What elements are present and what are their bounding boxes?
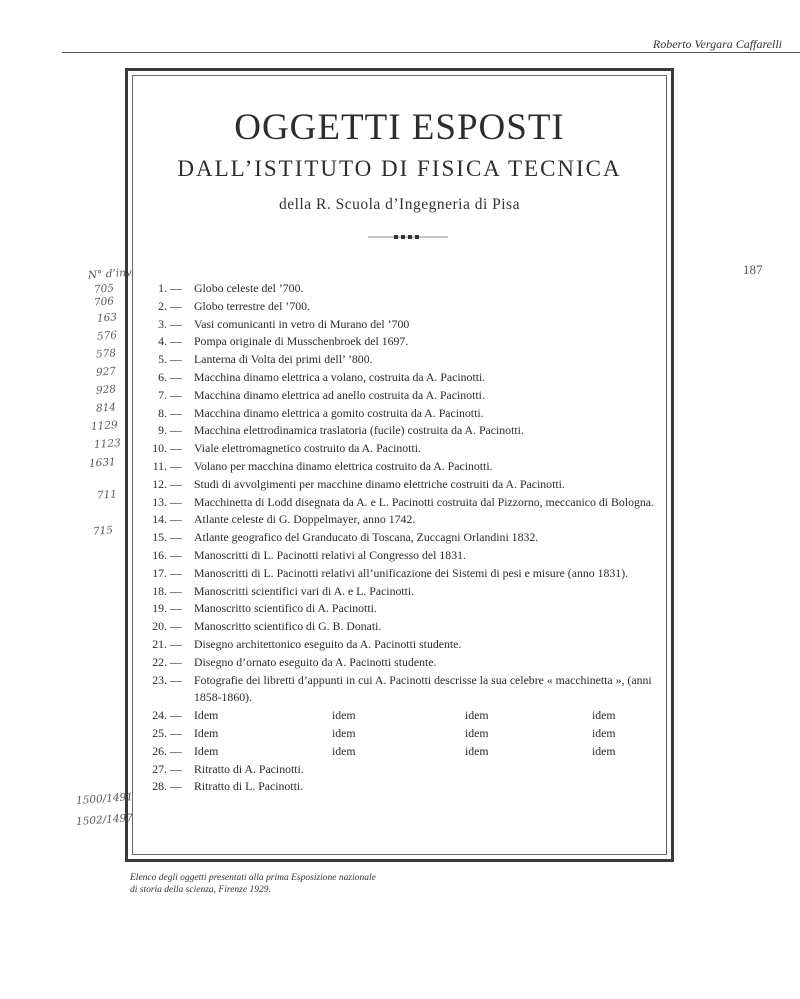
dash: —	[170, 743, 182, 758]
margin-note: 927	[95, 365, 117, 379]
ornament-divider	[368, 234, 448, 240]
dash: —	[170, 298, 182, 313]
dash: —	[170, 547, 182, 562]
item-text: Manoscritti scientifici vari di A. e L. Pacinotti.	[194, 583, 415, 598]
item-column-3: idem	[465, 743, 489, 758]
item-number: 18.	[152, 583, 167, 598]
item-text: Ritratto di L. Pacinotti.	[194, 779, 304, 794]
list-item	[147, 351, 667, 369]
list-item	[147, 511, 667, 529]
item-column-3: idem	[465, 708, 489, 723]
dash: —	[170, 601, 182, 616]
dash: —	[170, 761, 182, 776]
margin-note: 1631	[88, 456, 117, 470]
margin-note: 576	[96, 329, 118, 343]
margin-note: 578	[95, 347, 117, 361]
margin-note: N° d’inv.	[87, 266, 135, 282]
item-number: 22.	[152, 654, 167, 669]
item-number: 14.	[152, 512, 167, 527]
dash: —	[170, 316, 182, 331]
header-rule	[62, 52, 800, 53]
item-number: 21.	[152, 636, 167, 651]
dash: —	[170, 672, 182, 687]
item-text: Manoscritto scientifico di A. Pacinotti.	[194, 601, 377, 616]
dash: —	[170, 636, 182, 651]
margin-note: 928	[95, 383, 117, 397]
item-number: 7.	[158, 387, 167, 402]
margin-note: 1129	[90, 419, 119, 433]
dash: —	[170, 423, 182, 438]
item-number: 10.	[152, 441, 167, 456]
item-text: Idem	[194, 743, 219, 758]
list-item	[147, 280, 667, 298]
item-number: 15.	[152, 530, 167, 545]
item-text: Viale elettromagnetico costruito da A. Pacinotti.	[194, 441, 421, 456]
item-number: 2.	[158, 298, 167, 313]
dash: —	[170, 334, 182, 349]
dash: —	[170, 352, 182, 367]
item-column-4: idem	[592, 743, 616, 758]
item-text: Volano per macchina dinamo elettrica costruito da A. Pacinotti.	[194, 458, 493, 473]
item-number: 24.	[152, 708, 167, 723]
item-number: 17.	[152, 565, 167, 580]
margin-note: 1502/1497	[75, 812, 134, 828]
figure-caption	[130, 872, 376, 896]
list-item	[147, 654, 667, 672]
dash: —	[170, 725, 182, 740]
item-text: Manoscritti di L. Pacinotti relativi al Congresso del 1831.	[194, 547, 466, 562]
list-item	[147, 440, 667, 458]
list-item	[147, 476, 667, 494]
list-item	[147, 707, 667, 725]
item-number: 4.	[158, 334, 167, 349]
list-item	[147, 600, 667, 618]
list-item	[147, 743, 667, 761]
dash: —	[170, 779, 182, 794]
dash: —	[170, 512, 182, 527]
list-item	[147, 778, 667, 796]
item-number: 3.	[158, 316, 167, 331]
margin-note: 711	[96, 488, 118, 502]
item-number: 9.	[158, 423, 167, 438]
dash: —	[170, 369, 182, 384]
dash: —	[170, 530, 182, 545]
item-column-2: idem	[332, 743, 356, 758]
list-item	[147, 298, 667, 316]
item-text: Disegno d’ornato eseguito da A. Pacinotti studente.	[194, 654, 437, 669]
list-item	[147, 618, 667, 636]
margin-note: 814	[95, 401, 117, 415]
item-text: Fotografie dei libretti d’appunti in cui A. Pacinotti descrisse la sua celebre « macchinetta », (anni 1858-1860).	[194, 672, 652, 705]
dash: —	[170, 476, 182, 491]
list-item	[147, 583, 667, 601]
item-column-4: idem	[592, 725, 616, 740]
dash: —	[170, 619, 182, 634]
margin-note: 705	[93, 282, 115, 296]
item-column-4: idem	[592, 708, 616, 723]
item-number: 5.	[158, 352, 167, 367]
running-head: Roberto Vergara Caffarelli	[652, 37, 782, 51]
list-item	[147, 529, 667, 547]
page-number: 187	[743, 262, 763, 277]
item-column-3: idem	[465, 725, 489, 740]
list-item	[147, 369, 667, 387]
item-number: 28.	[152, 779, 167, 794]
document-title: OGGETTI ESPOSTI	[234, 107, 565, 148]
item-text: Macchinetta di Lodd disegnata da A. e L. Pacinotti costruita dal Pizzorno, meccanico di Bologna.	[194, 494, 654, 509]
list-item	[147, 458, 667, 476]
item-number: 25.	[152, 725, 167, 740]
caption-line: Elenco degli oggetti presentati alla prima Esposizione nazionale	[130, 873, 376, 883]
list-item	[147, 565, 667, 583]
item-text: Disegno architettonico eseguito da A. Pacinotti studente.	[194, 636, 462, 651]
item-column-2: idem	[332, 708, 356, 723]
item-number: 8.	[158, 405, 167, 420]
item-text: Idem	[194, 725, 219, 740]
document-subtitle: DALL’ISTITUTO DI FISICA TECNICA	[177, 156, 622, 181]
item-text: Manoscritto scientifico di G. B. Donati.	[194, 619, 382, 634]
item-number: 16.	[152, 547, 167, 562]
item-text: Macchina elettrodinamica traslatoria (fucile) costruita da A. Pacinotti.	[194, 423, 524, 438]
frame-inner-border	[132, 75, 667, 855]
margin-note: 1500/1491	[75, 791, 134, 807]
item-text: Macchina dinamo elettrica a gomito costruita da A. Pacinotti.	[194, 405, 484, 420]
item-text: Atlante celeste di G. Doppelmayer, anno 1742.	[194, 512, 416, 527]
caption-line: di storia della scienza, Firenze 1929.	[130, 885, 271, 895]
item-number: 11.	[152, 458, 167, 473]
dash: —	[170, 583, 182, 598]
item-text: Lanterna di Volta dei primi dell’ ’800.	[194, 352, 373, 367]
dash: —	[170, 494, 182, 509]
list-item	[147, 422, 667, 440]
bordered-document-frame	[125, 68, 674, 862]
item-text: Globo terrestre del ’700.	[194, 298, 310, 313]
exhibit-list	[147, 280, 667, 796]
item-text: Studi di avvolgimenti per macchine dinamo elettriche costruiti da A. Pacinotti.	[194, 476, 565, 491]
list-item	[147, 636, 667, 654]
item-number: 26.	[152, 743, 167, 758]
list-item	[147, 725, 667, 743]
dash: —	[170, 281, 182, 295]
list-item	[147, 672, 667, 708]
list-item	[147, 547, 667, 565]
list-item	[147, 761, 667, 779]
item-text: Atlante geografico del Granducato di Toscana, Zuccagni Orlandini 1832.	[194, 530, 539, 545]
item-column-2: idem	[332, 725, 356, 740]
item-text: Vasi comunicanti in vetro di Murano del ’700	[194, 316, 410, 331]
item-text: Macchina dinamo elettrica a volano, costruita da A. Pacinotti.	[194, 369, 486, 384]
dash: —	[170, 405, 182, 420]
item-number: 13.	[152, 494, 167, 509]
dash: —	[170, 441, 182, 456]
dash: —	[170, 458, 182, 473]
document-subsubtitle: della R. Scuola d’Ingegneria di Pisa	[279, 196, 520, 213]
list-item	[147, 494, 667, 512]
item-number: 6.	[158, 369, 167, 384]
item-number: 1.	[158, 281, 167, 295]
list-item	[147, 387, 667, 405]
item-number: 20.	[152, 619, 167, 634]
item-number: 23.	[152, 672, 167, 687]
dash: —	[170, 565, 182, 580]
item-text: Manoscritti di L. Pacinotti relativi all’unificazione dei Sistemi di pesi e misure (anno 1831).	[194, 565, 629, 580]
item-number: 12.	[152, 476, 167, 491]
list-item	[147, 405, 667, 423]
item-text: Pompa originale di Musschenbroek del 1697.	[194, 334, 409, 349]
item-number: 27.	[152, 761, 167, 776]
item-text: Globo celeste del ’700.	[194, 281, 304, 295]
item-text: Ritratto di A. Pacinotti.	[194, 761, 304, 776]
margin-note: 706	[93, 295, 115, 309]
item-text: Idem	[194, 708, 219, 723]
dash: —	[170, 654, 182, 669]
margin-note: 715	[92, 524, 114, 538]
list-item	[147, 333, 667, 351]
margin-note: 1123	[93, 437, 122, 451]
item-number: 19.	[152, 601, 167, 616]
margin-note: 163	[96, 311, 118, 325]
list-item	[147, 316, 667, 334]
dash: —	[170, 708, 182, 723]
dash: —	[170, 387, 182, 402]
item-text: Macchina dinamo elettrica ad anello costruita da A. Pacinotti.	[194, 387, 485, 402]
